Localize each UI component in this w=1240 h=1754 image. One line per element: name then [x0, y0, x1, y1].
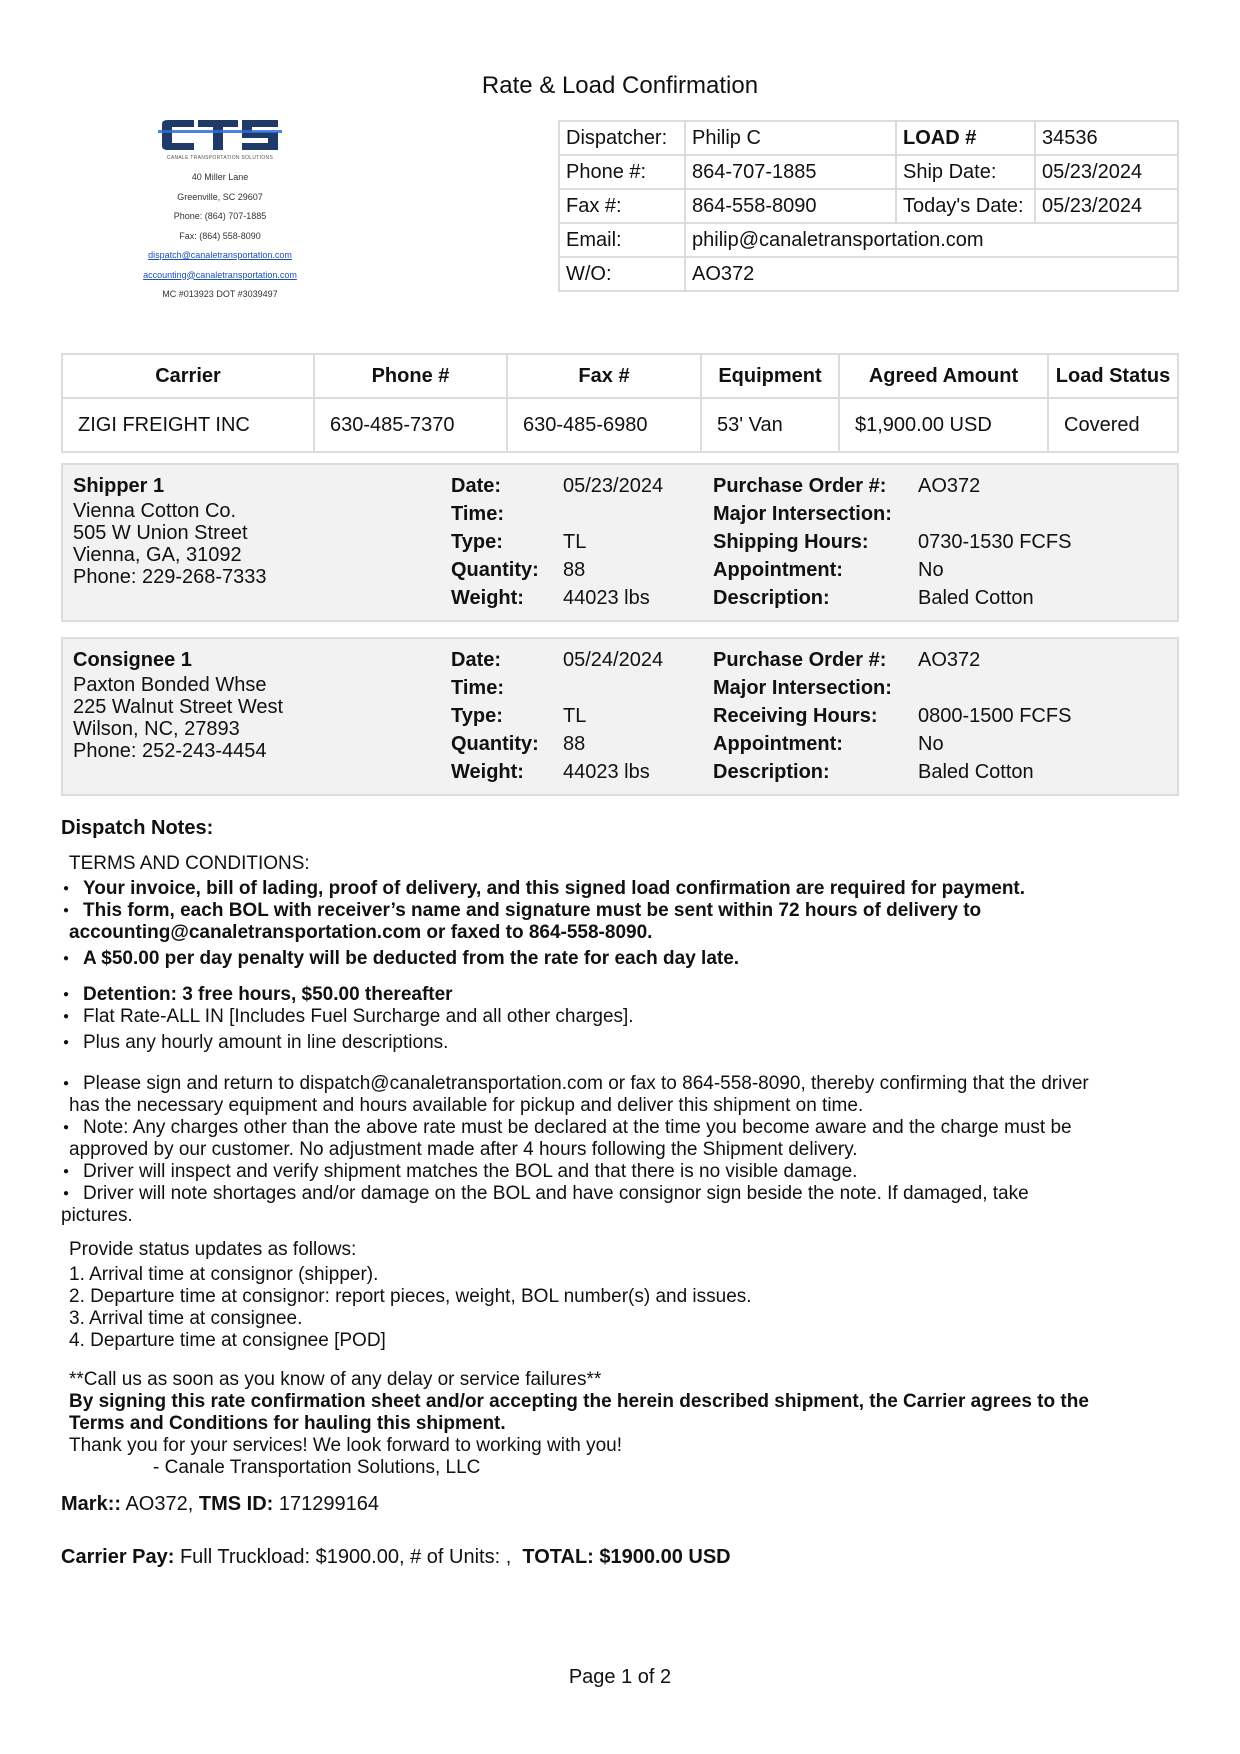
- carrier-pay-value: Full Truckload: $1900.00, # of Units: ,: [174, 1546, 523, 1568]
- terms-bullet-hourly: [61, 1032, 1171, 1054]
- terms-section: [61, 853, 1171, 1054]
- instruction-sign-return-cont: has the necessary equipment and hours available for pickup and deliver this shipment on time.: [69, 1095, 864, 1116]
- delay-callout: **Call us as soon as you know of any delay or service failures**: [69, 1369, 602, 1390]
- consignee-quantity: 88: [563, 733, 586, 755]
- consignee-street: 225 Walnut Street West: [73, 696, 284, 718]
- instruction-shortages: [61, 1183, 1171, 1205]
- company-address2: Greenville, SC 29607: [177, 191, 263, 202]
- carrier-pay-line: [61, 1546, 731, 1569]
- page-title: Rate & Load Confirmation: [481, 72, 759, 99]
- consignee-po-label: Purchase Order #:: [713, 649, 887, 671]
- terms-heading: TERMS AND CONDITIONS:: [69, 853, 310, 874]
- terms-bullet-flat-rate: [61, 1006, 1171, 1028]
- consignee-box: [61, 637, 1179, 796]
- phone-value: 864-707-1885: [685, 155, 896, 189]
- instruction-text: Note: Any charges other than the above rate must be declared at the time you become aware and the charge must be: [83, 1117, 1072, 1138]
- carrier-phone: 630-485-7370: [314, 398, 507, 452]
- consignee-appointment: No: [918, 733, 944, 755]
- load-number: 34536: [1035, 121, 1178, 155]
- shipper-hours-label: Shipping Hours:: [713, 531, 869, 553]
- shipper-quantity: 88: [563, 559, 586, 581]
- closing-section: [61, 1369, 1179, 1479]
- consignee-type: TL: [563, 705, 587, 727]
- status-step-3: 3. Arrival time at consignee.: [69, 1308, 303, 1329]
- shipper-type: TL: [563, 531, 587, 553]
- agreement-text: By signing this rate confirmation sheet and/or accepting the herein described shipment, the Carrier agrees to the: [69, 1391, 1089, 1412]
- shipper-intersection: [918, 500, 1168, 528]
- signoff-text: - Canale Transportation Solutions, LLC: [153, 1457, 481, 1478]
- thank-you-text: Thank you for your services! We look forward to working with you!: [69, 1435, 622, 1456]
- carrier-table: [61, 353, 1179, 453]
- consignee-intersection-label: Major Intersection:: [713, 677, 892, 699]
- dispatcher-label: Dispatcher:: [559, 121, 685, 155]
- accounting-email-link[interactable]: accounting@canaletransportation.com: [143, 269, 297, 280]
- terms-bullet-bol: [61, 900, 1171, 922]
- terms-bullet-payment: [61, 878, 1171, 900]
- today-date-value: 05/23/2024: [1035, 189, 1178, 223]
- dispatch-info-table: [558, 120, 1179, 292]
- shipper-city: Vienna, GA, 31092: [73, 544, 242, 566]
- consignee-weight-label: Weight:: [451, 761, 524, 783]
- agreement-text-cont: Terms and Conditions for hauling this shipment.: [69, 1413, 506, 1434]
- consignee-title: Consignee 1: [73, 649, 192, 671]
- shipper-weight-label: Weight:: [451, 587, 524, 609]
- terms-bullet-detention: [61, 984, 1171, 1006]
- mark-value: AO372,: [121, 1493, 199, 1515]
- terms-bullet-text: A $50.00 per day penalty will be deducted from the rate for each day late.: [83, 948, 740, 969]
- carrier-equipment: 53' Van: [701, 398, 839, 452]
- terms-bullet-bol-cont: accounting@canaletransportation.com or faxed to 864-558-8090.: [69, 922, 653, 943]
- shipper-time-label: Time:: [451, 503, 504, 525]
- instruction-text: Please sign and return to dispatch@canaletransportation.com or fax to 864-558-8090, thereby confirming that the driver: [83, 1073, 1089, 1094]
- logo-tagline: CANALE TRANSPORTATION SOLUTIONS: [166, 155, 274, 161]
- consignee-po: AO372: [918, 649, 981, 671]
- phone-header: Phone #: [314, 354, 507, 398]
- carrier-pay-total: TOTAL: $1900.00 USD: [522, 1546, 731, 1568]
- shipper-phone: Phone: 229-268-7333: [73, 566, 267, 588]
- shipper-quantity-label: Quantity:: [451, 559, 539, 581]
- instruction-text: Driver will note shortages and/or damage on the BOL and have consignor sign beside the note. If damaged, take: [83, 1183, 1029, 1204]
- today-date-label: Today's Date:: [896, 189, 1035, 223]
- consignee-weight: 44023 lbs: [563, 761, 650, 783]
- shipper-po: AO372: [918, 475, 981, 497]
- consignee-date: 05/24/2024: [563, 649, 664, 671]
- shipper-name: Vienna Cotton Co.: [73, 500, 237, 522]
- consignee-phone: Phone: 252-243-4454: [73, 740, 267, 762]
- terms-bullet-text: Plus any hourly amount in line descriptions.: [83, 1032, 449, 1053]
- carrier-row: [62, 398, 1178, 452]
- shipper-appointment: No: [918, 559, 944, 581]
- instruction-sign-return: [61, 1073, 1171, 1095]
- status-heading: Provide status updates as follows:: [69, 1239, 357, 1260]
- load-label: LOAD #: [896, 121, 1035, 155]
- consignee-city: Wilson, NC, 27893: [73, 718, 240, 740]
- shipper-po-label: Purchase Order #:: [713, 475, 887, 497]
- mark-label: Mark::: [61, 1493, 122, 1515]
- instruction-inspect: [61, 1161, 1171, 1183]
- agreed-amount-header: Agreed Amount: [839, 354, 1048, 398]
- instruction-charges-note-cont: approved by our customer. No adjustment made after 4 hours following the Shipment delivery.: [69, 1139, 858, 1160]
- fax-value: 864-558-8090: [685, 189, 896, 223]
- wo-label: W/O:: [559, 257, 685, 291]
- consignee-appointment-label: Appointment:: [713, 733, 843, 755]
- company-info: [130, 116, 310, 305]
- shipper-intersection-label: Major Intersection:: [713, 503, 892, 525]
- dispatcher-value: Philip C: [685, 121, 896, 155]
- fax-label: Fax #:: [559, 189, 685, 223]
- consignee-hours: 0800-1500 FCFS: [918, 705, 1072, 727]
- status-updates-section: [61, 1239, 1179, 1352]
- carrier-header: Carrier: [62, 354, 314, 398]
- shipper-title: Shipper 1: [73, 475, 165, 497]
- consignee-hours-label: Receiving Hours:: [713, 705, 878, 727]
- mark-line: [61, 1493, 379, 1516]
- shipper-date-label: Date:: [451, 475, 502, 497]
- shipper-box: [61, 463, 1179, 622]
- page-number: Page 1 of 2: [568, 1666, 672, 1688]
- dispatch-notes-heading: Dispatch Notes:: [61, 817, 214, 839]
- carrier-amount: $1,900.00 USD: [839, 398, 1048, 452]
- shipper-appointment-label: Appointment:: [713, 559, 843, 581]
- terms-bullet-penalty: [61, 948, 1171, 970]
- shipper-hours: 0730-1530 FCFS: [918, 531, 1072, 553]
- consignee-date-label: Date:: [451, 649, 502, 671]
- company-fax: Fax: (864) 558-8090: [179, 230, 261, 241]
- instruction-charges-note: [61, 1117, 1171, 1139]
- terms-bullet-text: Flat Rate-ALL IN [Includes Fuel Surcharge and all other charges].: [83, 1006, 634, 1027]
- ship-date-label: Ship Date:: [896, 155, 1035, 189]
- email-label: Email:: [559, 223, 685, 257]
- terms-bullet-text: This form, each BOL with receiver’s name and signature must be sent within 72 hours of delivery to: [83, 900, 982, 921]
- instructions-section: [61, 1073, 1171, 1227]
- dispatch-email-link[interactable]: dispatch@canaletransportation.com: [148, 250, 292, 260]
- consignee-type-label: Type:: [451, 705, 503, 727]
- equipment-header: Equipment: [701, 354, 839, 398]
- status-step-1: 1. Arrival time at consignor (shipper).: [69, 1264, 379, 1285]
- carrier-pay-label: Carrier Pay:: [61, 1546, 175, 1568]
- email-value[interactable]: philip@canaletransportation.com: [685, 223, 1178, 257]
- shipper-street: 505 W Union Street: [73, 522, 248, 544]
- shipper-date: 05/23/2024: [563, 475, 664, 497]
- cts-logo-icon: [158, 116, 282, 154]
- wo-value: AO372: [685, 257, 1178, 291]
- phone-label: Phone #:: [559, 155, 685, 189]
- carrier-status: Covered: [1048, 398, 1178, 452]
- status-step-2: 2. Departure time at consignor: report pieces, weight, BOL number(s) and issues.: [69, 1286, 752, 1307]
- shipper-weight: 44023 lbs: [563, 587, 650, 609]
- shipper-description-label: Description:: [713, 587, 830, 609]
- shipper-time: [563, 500, 713, 528]
- company-address1: 40 Miller Lane: [191, 172, 249, 182]
- shipper-description: Baled Cotton: [918, 587, 1034, 609]
- consignee-name: Paxton Bonded Whse: [73, 674, 267, 696]
- terms-bullet-text: Detention: 3 free hours, $50.00 thereafter: [83, 984, 453, 1005]
- consignee-time-label: Time:: [451, 677, 504, 699]
- instruction-shortages-cont: pictures.: [61, 1205, 133, 1226]
- tms-value: 171299164: [273, 1493, 379, 1515]
- consignee-quantity-label: Quantity:: [451, 733, 539, 755]
- terms-bullet-text: Your invoice, bill of lading, proof of delivery, and this signed load confirmation are required for payment.: [83, 878, 1026, 899]
- carrier-name: ZIGI FREIGHT INC: [62, 398, 314, 452]
- ship-date-value: 05/23/2024: [1035, 155, 1178, 189]
- load-status-header: Load Status: [1048, 354, 1178, 398]
- consignee-time: [563, 674, 713, 702]
- consignee-intersection: [918, 674, 1168, 702]
- fax-header: Fax #: [507, 354, 701, 398]
- carrier-fax: 630-485-6980: [507, 398, 701, 452]
- consignee-description: Baled Cotton: [918, 761, 1034, 783]
- tms-label: TMS ID:: [198, 1493, 274, 1515]
- consignee-description-label: Description:: [713, 761, 830, 783]
- shipper-type-label: Type:: [451, 531, 503, 553]
- mc-dot-numbers: MC #013923 DOT #3039497: [162, 289, 278, 299]
- company-phone: Phone: (864) 707-1885: [173, 211, 267, 221]
- instruction-text: Driver will inspect and verify shipment matches the BOL and that there is no visible damage.: [83, 1161, 858, 1182]
- status-step-4: 4. Departure time at consignee [POD]: [69, 1330, 386, 1351]
